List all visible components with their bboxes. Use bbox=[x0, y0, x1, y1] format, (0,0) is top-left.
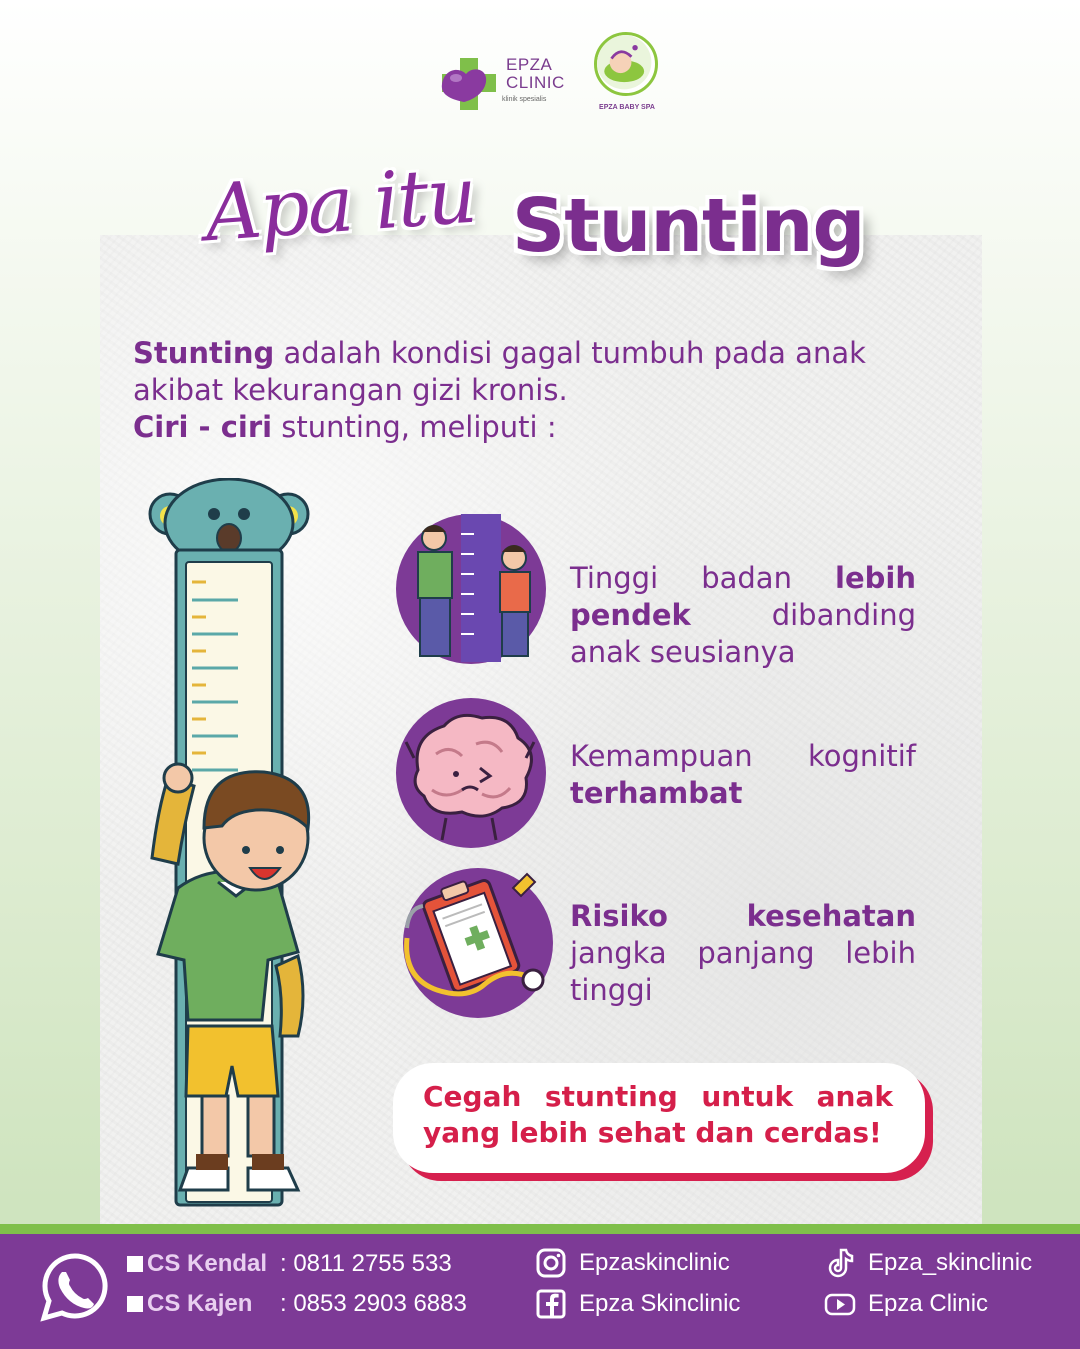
contact-kendal-name: CS Kendal bbox=[147, 1250, 268, 1277]
intro-definition: adalah kondisi gagal tumbuh pada anak akibat kekurangan gizi kronis. bbox=[133, 336, 866, 407]
instagram-link[interactable] bbox=[535, 1247, 755, 1281]
tiktok-icon bbox=[824, 1247, 856, 1279]
clinic-name-line1: EPZA bbox=[506, 55, 553, 74]
instagram-handle: Epzaskinclinic bbox=[579, 1249, 730, 1276]
page-title: Stunting bbox=[512, 183, 865, 269]
cta-text: Cegah stunting untuk anak yang lebih sehat dan cerdas! bbox=[423, 1080, 893, 1149]
feature-cognitive-bold: terhambat bbox=[570, 776, 743, 810]
feature-text-cognitive bbox=[570, 738, 916, 812]
feature-cognitive-pre: Kemampuan kognitif bbox=[570, 739, 916, 773]
contact-kajen[interactable] bbox=[127, 1290, 467, 1318]
clipboard-stethoscope-icon bbox=[403, 868, 553, 1018]
youtube-link[interactable] bbox=[824, 1288, 1044, 1322]
epza-clinic-logo bbox=[436, 50, 566, 130]
epza-baby-spa-logo bbox=[588, 32, 668, 122]
facebook-handle: Epza Skinclinic bbox=[579, 1290, 741, 1317]
spa-name: EPZA BABY SPA bbox=[599, 104, 655, 111]
height-chart-illustration bbox=[148, 478, 328, 1208]
contact-kendal-number: : 0811 2755 533 bbox=[280, 1250, 452, 1277]
facebook-icon bbox=[535, 1288, 567, 1320]
feature-risk-bold: Risiko kesehatan bbox=[570, 899, 916, 933]
youtube-handle: Epza Clinic bbox=[868, 1290, 989, 1317]
feature-text-health-risk bbox=[570, 898, 916, 1009]
contact-kendal[interactable] bbox=[127, 1250, 452, 1278]
footer-accent-line bbox=[0, 1224, 1080, 1234]
cta-banner bbox=[393, 1063, 925, 1173]
intro-characteristics-label: Ciri - ciri bbox=[133, 410, 273, 444]
title-script: Apa itu bbox=[202, 150, 478, 260]
header-logos bbox=[0, 30, 1080, 130]
bullet-square bbox=[127, 1296, 143, 1312]
intro-characteristics-rest: stunting, meliputi : bbox=[272, 410, 557, 444]
facebook-link[interactable] bbox=[535, 1288, 755, 1322]
feature-risk-post: jangka panjang lebih tinggi bbox=[570, 936, 916, 1007]
clinic-tagline: klinik spesialis bbox=[502, 96, 547, 103]
feature-height-bold: lebih pendek bbox=[570, 561, 916, 632]
youtube-icon bbox=[824, 1288, 856, 1320]
whatsapp-icon[interactable] bbox=[40, 1252, 110, 1322]
baby-spa-icon bbox=[594, 32, 658, 96]
bullet-square bbox=[127, 1256, 143, 1272]
feature-height-post: dibanding anak seusianya bbox=[570, 598, 916, 669]
feature-text-height bbox=[570, 560, 916, 671]
clinic-cross-icon bbox=[436, 56, 500, 114]
feature-height-pre: Tinggi badan bbox=[570, 561, 836, 595]
contact-kajen-name: CS Kajen bbox=[147, 1290, 253, 1317]
contact-kajen-number: : 0853 2903 6883 bbox=[280, 1290, 467, 1317]
tiktok-handle: Epza_skinclinic bbox=[868, 1249, 1033, 1276]
intro-term: Stunting bbox=[133, 336, 275, 370]
clinic-name-line2: CLINIC bbox=[506, 73, 565, 92]
intro-text bbox=[133, 335, 953, 446]
instagram-icon bbox=[535, 1247, 567, 1279]
kids-height-icon bbox=[396, 514, 546, 664]
tiktok-link[interactable] bbox=[824, 1247, 1044, 1281]
brain-icon bbox=[396, 698, 546, 848]
